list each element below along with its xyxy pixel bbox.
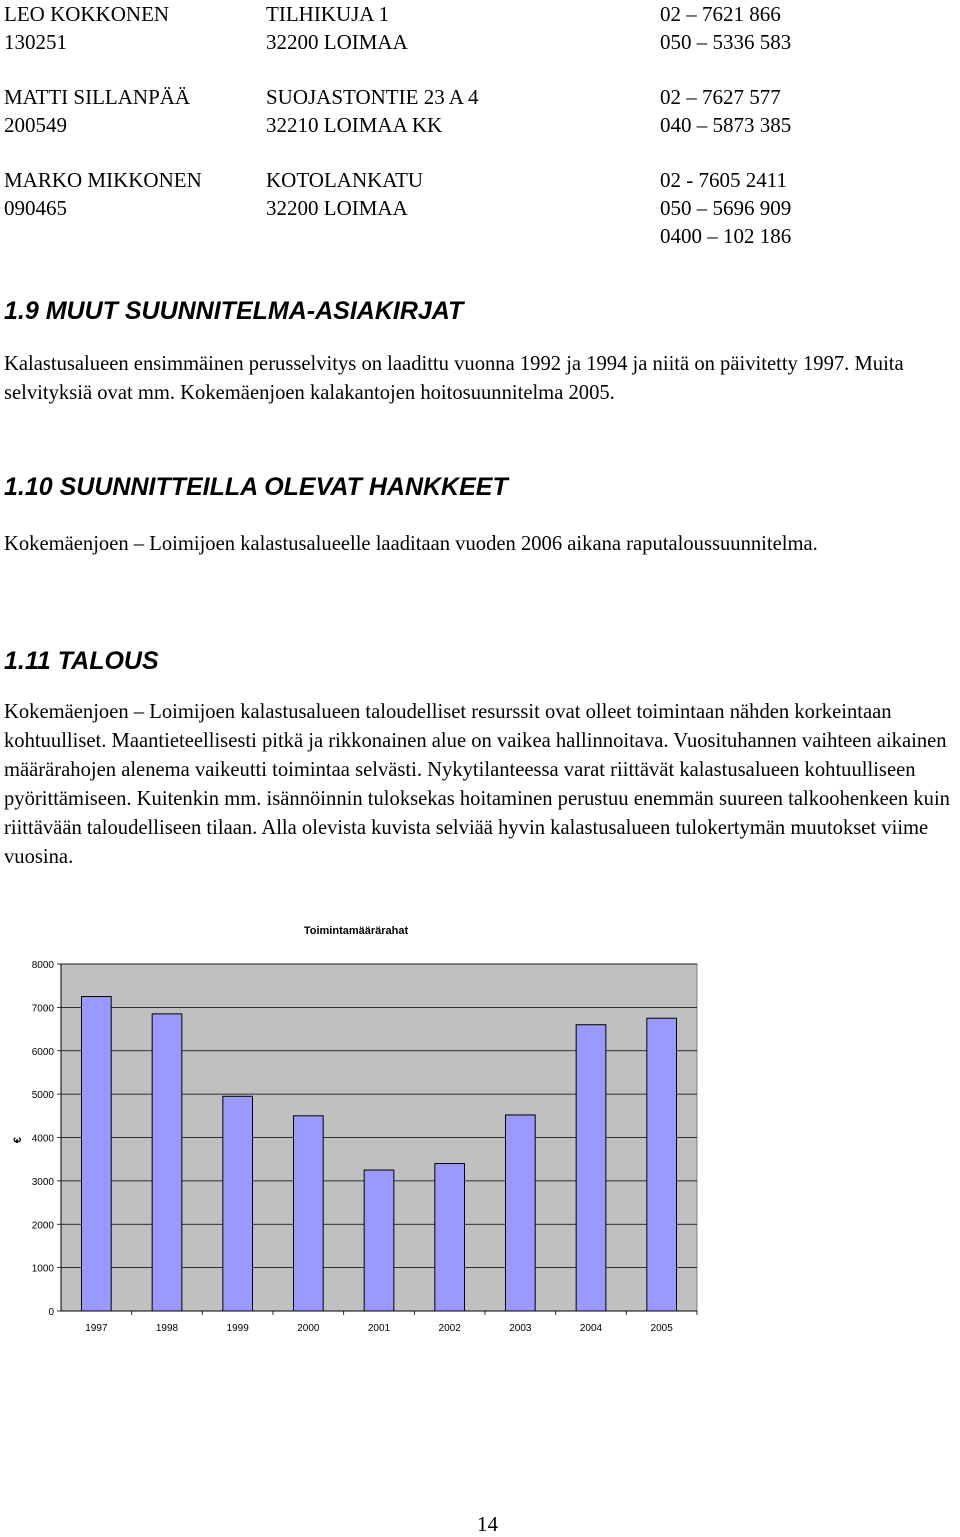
contact-street: SUOJASTONTIE 23 A 4 <box>266 85 479 109</box>
bar-2001 <box>364 1170 394 1311</box>
x-tick-label: 1999 <box>226 1323 249 1334</box>
contact-phone: 050 – 5336 583 <box>660 30 792 54</box>
contact-entry <box>4 0 954 56</box>
contact-phone: 050 – 5696 909 <box>660 196 792 220</box>
contact-street: KOTOLANKATU <box>266 168 424 192</box>
y-tick-label: 2000 <box>31 1220 54 1232</box>
contact-phone: 02 – 7627 577 <box>660 85 781 109</box>
bar-2002 <box>435 1164 465 1311</box>
contact-id: 130251 <box>4 30 67 54</box>
y-tick-label: 4000 <box>31 1133 54 1145</box>
contact-list <box>4 0 954 277</box>
contact-entry <box>4 83 954 139</box>
contact-id: 200549 <box>4 113 67 137</box>
y-tick-label: 1000 <box>31 1263 54 1275</box>
contact-phone: 0400 – 102 186 <box>660 224 792 248</box>
bar-chart <box>0 915 960 1345</box>
contact-street: TILHIKUJA 1 <box>266 2 390 26</box>
y-tick-label: 7000 <box>31 1003 54 1015</box>
y-tick-label: 0 <box>48 1307 54 1318</box>
contact-entry <box>4 166 954 250</box>
y-tick-label: 8000 <box>31 960 54 971</box>
contact-phone: 040 – 5873 385 <box>660 113 792 137</box>
y-axis-label: € <box>12 1136 24 1144</box>
section-paragraph: Kokemäenjoen – Loimijoen kalastusalueelle laaditaan vuoden 2006 aikana raputaloussuunnitelma. <box>4 533 818 555</box>
contact-name: LEO KOKKONEN <box>4 2 170 26</box>
x-tick-label: 2005 <box>650 1323 673 1334</box>
bar-2003 <box>505 1115 535 1311</box>
y-tick-label: 5000 <box>31 1090 54 1102</box>
bar-1999 <box>223 1096 253 1311</box>
bar-2005 <box>647 1018 677 1311</box>
bar-1998 <box>152 1014 182 1311</box>
contact-phone: 02 - 7605 2411 <box>660 168 787 192</box>
funding-chart <box>0 915 960 1345</box>
bar-2000 <box>293 1116 323 1311</box>
bar-2004 <box>576 1025 606 1311</box>
contact-name: MATTI SILLANPÄÄ <box>4 85 191 109</box>
x-tick-label: 2001 <box>367 1323 391 1334</box>
contact-city: 32200 LOIMAA <box>266 196 408 220</box>
x-tick-label: 1998 <box>155 1323 179 1334</box>
contact-city: 32210 LOIMAA KK <box>266 113 443 137</box>
x-tick-label: 1997 <box>85 1323 108 1334</box>
section-paragraph: Kalastusalueen ensimmäinen perusselvitys on laadittu vuonna 1992 ja 1994 ja niitä on päivitetty 1997. Muita selvityksiä ovat mm. Kokemäenjoen kalakantojen hoitosuunnitelma 2005. <box>4 353 904 404</box>
section-1-11 <box>4 647 954 872</box>
y-tick-label: 6000 <box>31 1046 54 1058</box>
contact-name: MARKO MIKKONEN <box>4 168 202 192</box>
contact-city: 32200 LOIMAA <box>266 30 408 54</box>
bar-1997 <box>81 997 111 1311</box>
x-tick-label: 2000 <box>297 1323 320 1334</box>
section-paragraph: Kokemäenjoen – Loimijoen kalastusalueen taloudelliset resurssit ovat olleet toimintaan nähden korkeintaan kohtuulliset. Maantieteellisesti pitkä ja rikkonainen alue on vaikea hallinnoitava. Vuosituhannen vaihteen aikainen määrärahojen alenema vaikeutti toimintaa selvästi. Nykytilanteessa varat riittävät kalastusalueen kohtuulliseen pyörittämiseen. Kuitenkin mm. isännöinnin tuloksekas hoitaminen perustuu enemmän suureen talkoohenkeen kuin riittävään taloudelliseen tilaan. Alla olevista kuvista selviää hyvin kalastusalueen tulokertymän muutokset viime vuosina. <box>4 701 950 868</box>
x-tick-label: 2002 <box>438 1323 461 1334</box>
section-heading: 1.11 TALOUS <box>4 647 159 675</box>
x-tick-label: 2004 <box>579 1323 603 1334</box>
page-number: 14 <box>477 1512 498 1536</box>
section-1-10 <box>4 473 954 559</box>
section-heading: 1.9 MUUT SUUNNITELMA-ASIAKIRJAT <box>4 297 464 325</box>
contact-id: 090465 <box>4 196 67 220</box>
chart-title: Toimintamäärärahat <box>303 925 409 937</box>
y-tick-label: 3000 <box>31 1176 54 1188</box>
section-1-9 <box>4 297 954 408</box>
section-heading: 1.10 SUUNNITTEILLA OLEVAT HANKKEET <box>4 473 508 501</box>
contact-phone: 02 – 7621 866 <box>660 2 781 26</box>
x-tick-label: 2003 <box>509 1323 532 1334</box>
